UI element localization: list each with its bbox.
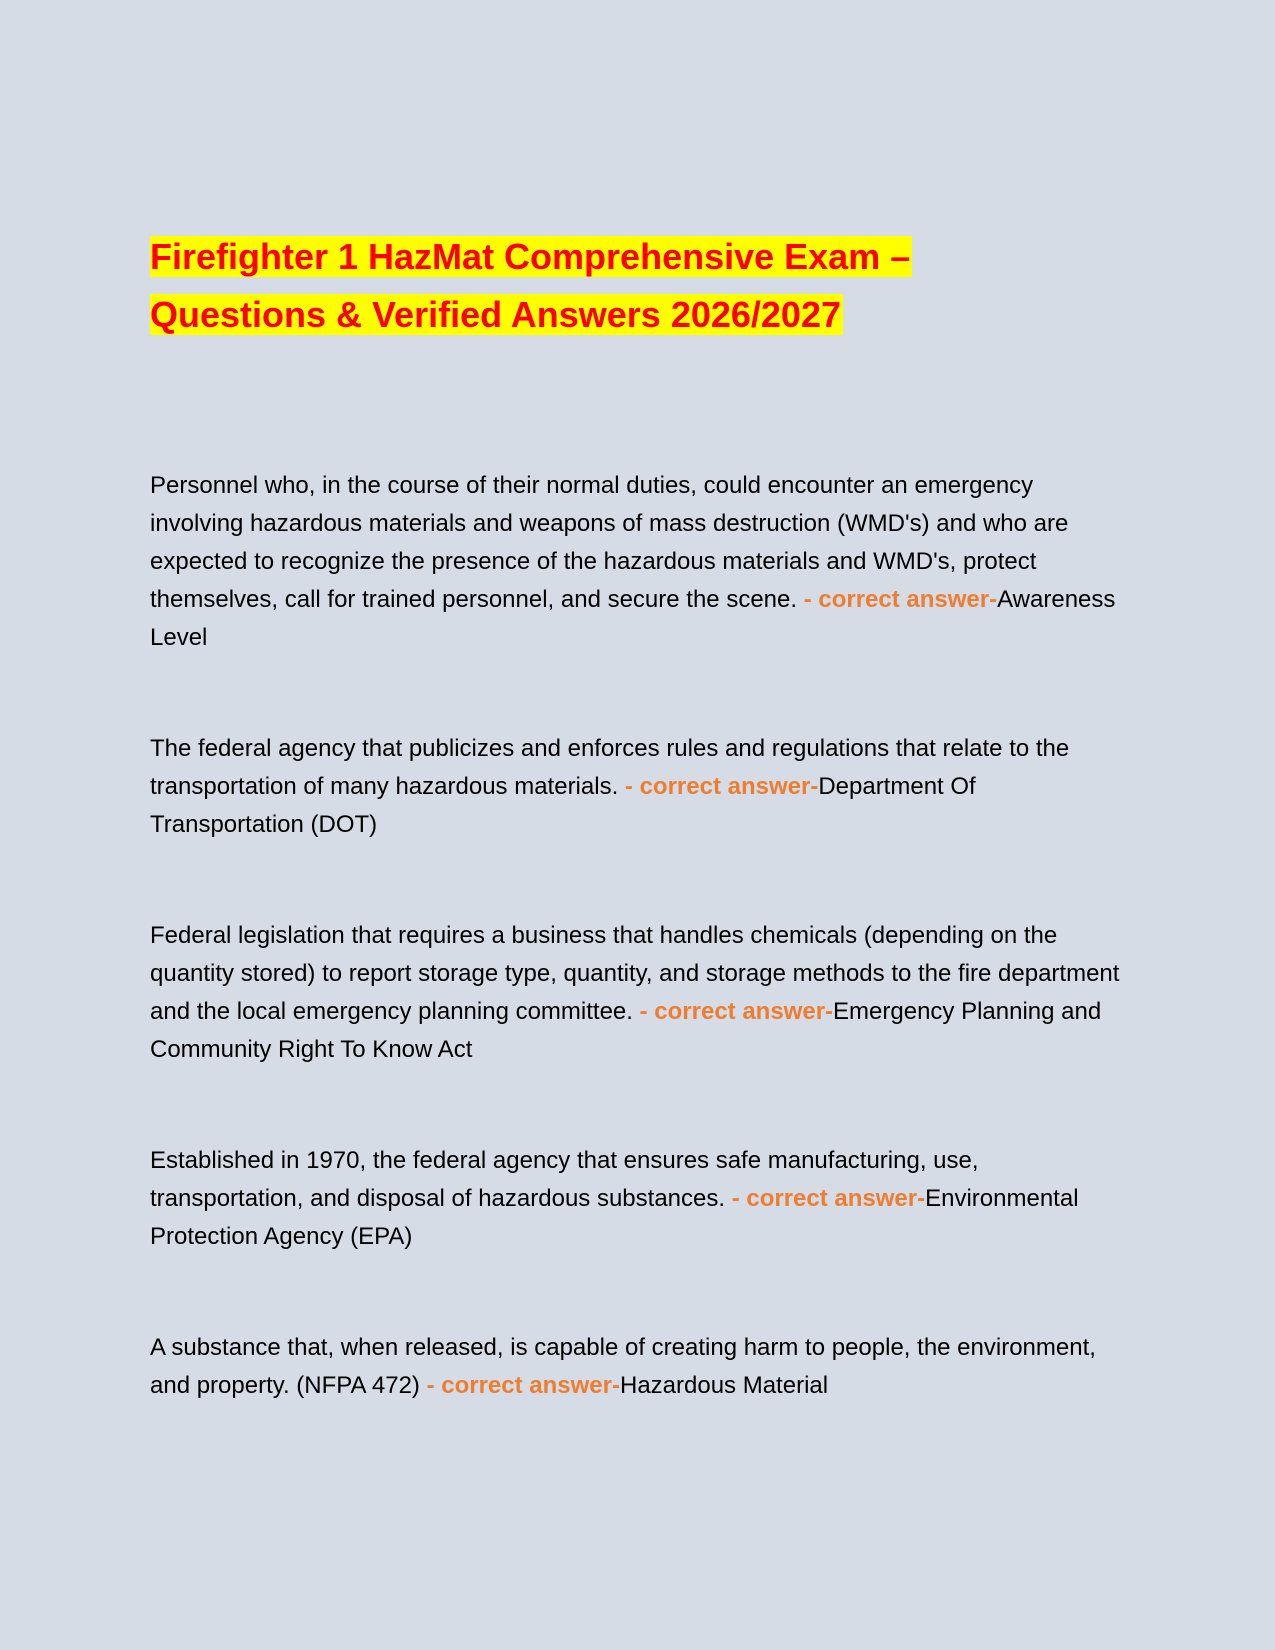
- question-text: A substance that, when released, is capable of creating harm to people, the environment, and property. (NFPA 472): [150, 1334, 1096, 1399]
- question-text: Federal legislation that requires a business that handles chemicals (depending on the quantity stored) to report storage type, quantity, and storage methods to the fire department and the local emergency planning committee.: [150, 922, 1120, 1025]
- question-text: Established in 1970, the federal agency that ensures safe manufacturing, use, transportation, and disposal of hazardous substances.: [150, 1147, 979, 1212]
- qa-item: [150, 1142, 1130, 1256]
- correct-answer-tag: - correct answer-: [803, 586, 998, 613]
- question-text: Personnel who, in the course of their normal duties, could encounter an emergency involving hazardous materials and weapons of mass destruction (WMD's) and who are expected to recognize the presence of the hazardous materials and WMD's, protect themselves, call for trained personnel, and secure the scene.: [150, 472, 1069, 613]
- document-title: [150, 228, 1130, 344]
- document-page: [150, 228, 1130, 1478]
- answer-text: Environmental Protection Agency (EPA): [150, 1185, 1079, 1250]
- title-line-2: Questions & Verified Answers 2026/2027: [150, 294, 841, 335]
- answer-text: Awareness Level: [150, 586, 1116, 651]
- answer-text: Department Of Transportation (DOT): [150, 773, 976, 838]
- correct-answer-tag: - correct answer-: [426, 1372, 620, 1399]
- qa-item: [150, 917, 1130, 1069]
- qa-item: [150, 1329, 1130, 1405]
- correct-answer-tag: - correct answer-: [639, 998, 834, 1025]
- answer-text: Hazardous Material: [619, 1372, 829, 1399]
- qa-item: [150, 730, 1130, 844]
- correct-answer-tag: - correct answer-: [624, 773, 819, 800]
- correct-answer-tag: - correct answer-: [731, 1185, 926, 1212]
- qa-item: [150, 467, 1130, 657]
- answer-text: Emergency Planning and Community Right To Know Act: [150, 998, 1102, 1063]
- qa-list: [150, 467, 1130, 1405]
- title-line-1: Firefighter 1 HazMat Comprehensive Exam –: [150, 236, 911, 277]
- question-text: The federal agency that publicizes and enforces rules and regulations that relate to the transportation of many hazardous materials.: [150, 735, 1070, 800]
